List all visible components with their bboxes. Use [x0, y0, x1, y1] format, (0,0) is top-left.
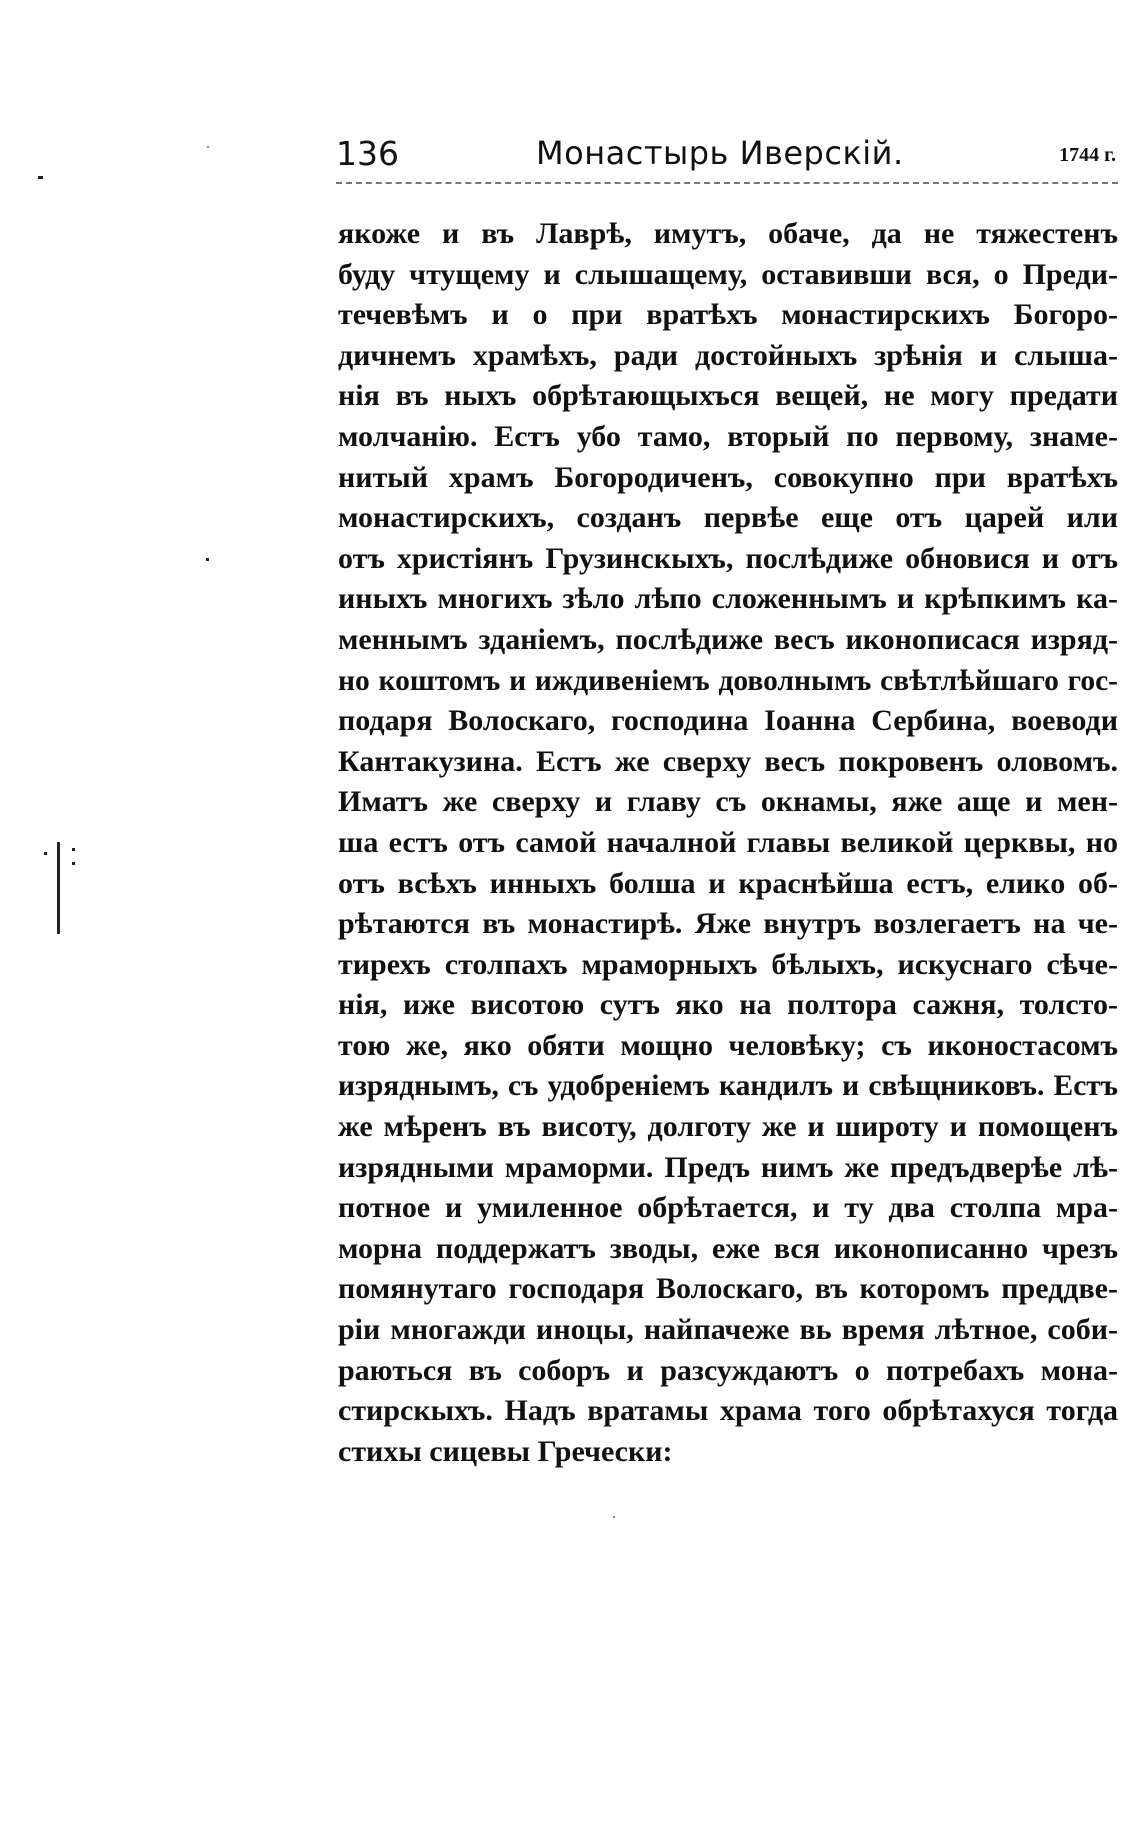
text-line: монастирскихъ, созданъ первѣе еще отъ царей или	[338, 501, 1118, 535]
text-line: меннымъ зданіемъ, послѣдиже весъ иконописася изряд-	[338, 622, 1118, 656]
page-number: 136	[336, 134, 399, 173]
margin-mark	[206, 558, 209, 561]
text-line: тирехъ столпахъ мраморныхъ бѣлыхъ, искуснаго сѣче-	[338, 947, 1118, 981]
margin-mark	[57, 842, 60, 934]
text-line: ріи многажди иноцы, найпачеже вь время лѣтное, соби-	[338, 1313, 1118, 1347]
text-line: Кантакузина. Естъ же сверху весъ покровенъ оловомъ.	[338, 744, 1118, 778]
text-line: подаря Волоскаго, господина Іоанна Сербина, воеводи	[338, 704, 1118, 738]
text-line: якоже и въ Лаврѣ, имутъ, обаче, да не тяжестенъ	[338, 217, 1118, 250]
text-line: отъ всѣхъ инныхъ болша и краснѣйша естъ, елико об-	[338, 866, 1118, 900]
margin-mark	[72, 848, 75, 851]
text-line: стихы сицевы Гречески:	[338, 1434, 673, 1468]
text-line: тою же, яко обяти мощно человѣку; съ иконостасомъ	[338, 1028, 1118, 1062]
text-line: же мѣренъ въ висоту, долготу же и широту и помощенъ	[338, 1110, 1118, 1144]
margin-mark	[38, 176, 43, 179]
text-line: раються въ соборъ и разсуждаютъ о потребахъ мона-	[338, 1353, 1118, 1387]
text-line: стирскыхъ. Надъ вратамы храма того обрѣтахуся тогда	[338, 1394, 1118, 1428]
text-line: иныхъ многихъ зѣло лѣпо сложеннымъ и крѣпкимъ ка-	[338, 582, 1118, 616]
text-line: нія, иже висотою сутъ яко на полтора сажня, толсто-	[338, 988, 1118, 1022]
text-line: помянутаго господаря Волоскаго, въ которомъ преддве-	[338, 1272, 1118, 1306]
year-label: 1744 г.	[1059, 144, 1116, 166]
text-line: изряднымъ, съ удобреніемъ кандилъ и свѣщниковъ. Естъ	[338, 1070, 1118, 1103]
text-line: нитый храмъ Богородиченъ, совокупно при вратѣхъ	[338, 460, 1118, 494]
text-line: изрядными мраморми. Предъ нимъ же предъдверѣе лѣ-	[338, 1150, 1118, 1184]
margin-mark	[44, 852, 47, 855]
text-line: течевѣмъ и о при вратѣхъ монастирскихъ Богоро-	[338, 298, 1118, 332]
text-line: морна поддержатъ зводы, еже вся иконописанно чрезъ	[338, 1231, 1118, 1265]
body-text	[338, 214, 1118, 1472]
margin-mark	[613, 1516, 615, 1518]
header-rule	[336, 182, 1118, 184]
text-line: но коштомъ и иждивеніемъ доволнымъ свѣтлѣйшаго гос-	[338, 664, 1118, 697]
text-line: потное и умиленное обрѣтается, и ту два столпа мра-	[338, 1191, 1118, 1225]
text-line: нія въ ныхъ обрѣтающыхъся вещей, не могу предати	[338, 379, 1118, 413]
text-line: Иматъ же сверху и главу съ окнамы, яже аще и мен-	[338, 785, 1118, 819]
margin-mark	[72, 862, 75, 865]
running-title: Монастырь Иверскій.	[536, 134, 904, 172]
text-line: ша естъ отъ самой началной главы великой церквы, но	[338, 825, 1118, 859]
text-line: рѣтаются въ монастирѣ. Яже внутръ возлегаетъ на че-	[338, 907, 1118, 941]
text-line: дичнемъ храмѣхъ, ради достойныхъ зрѣнія и слыша-	[338, 338, 1118, 372]
running-head	[336, 132, 1120, 176]
text-line: буду чтущему и слышащему, оставивши вся, о Преди-	[338, 257, 1118, 291]
text-line: молчанію. Естъ убо тамо, вторый по первому, знаме-	[338, 419, 1118, 453]
margin-mark	[207, 146, 209, 148]
text-line: отъ христіянъ Грузинскыхъ, послѣдиже обновися и отъ	[338, 541, 1118, 575]
